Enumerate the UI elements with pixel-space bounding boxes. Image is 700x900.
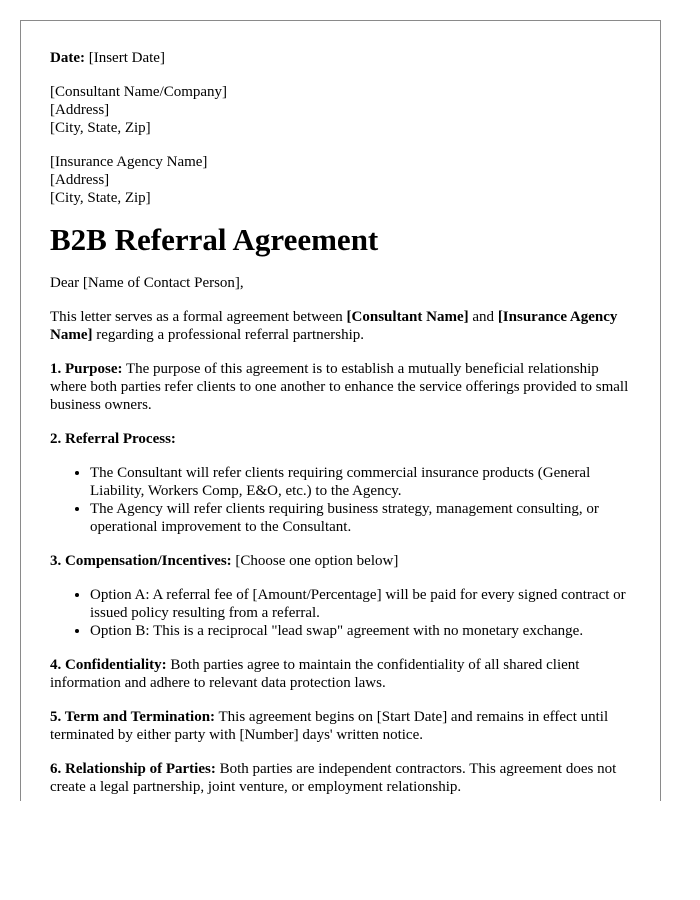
- date-value: [Insert Date]: [88, 50, 165, 66]
- date-label: Date:: [50, 50, 85, 66]
- recipient-name: [Insurance Agency Name]: [50, 154, 208, 170]
- recipient-city: [City, State, Zip]: [50, 190, 151, 206]
- section-referral-process-heading: 2. Referral Process:: [50, 431, 176, 447]
- sender-name: [Consultant Name/Company]: [50, 84, 228, 100]
- section-confidentiality-heading: 4. Confidentiality:: [50, 657, 167, 673]
- intro-paragraph: [50, 308, 635, 344]
- section-compensation: [50, 552, 635, 570]
- section-term-text: This agreement begins on [Start Date] and remains in effect until terminated by either party with [Number] days' written notice.: [50, 709, 609, 743]
- section-relationship-text: Both parties are independent contractors. This agreement does not create a legal partnership, joint venture, or employment relationship.: [50, 761, 617, 795]
- section-confidentiality-text: Both parties agree to maintain the confidentiality of all shared client information and adhere to relevant data protection laws.: [50, 657, 580, 691]
- recipient-address: [Address]: [50, 172, 110, 188]
- date-line: [50, 49, 635, 67]
- section-confidentiality: [50, 656, 635, 692]
- recipient-address-block: [50, 153, 635, 207]
- intro-text-1: This letter serves as a formal agreement between: [50, 309, 347, 325]
- intro-text-2: and: [468, 309, 498, 325]
- salutation: Dear [Name of Contact Person],: [50, 275, 244, 291]
- list-item: • Option B: This is a reciprocal "lead swap" agreement with no monetary exchange.: [90, 622, 635, 640]
- list-item: • The Agency will refer clients requiring business strategy, management consulting, or operational improvement to the Consultant.: [90, 500, 635, 536]
- sender-city: [City, State, Zip]: [50, 120, 151, 136]
- section-purpose: [50, 360, 635, 414]
- section-relationship-heading: 6. Relationship of Parties:: [50, 761, 216, 777]
- section-term: [50, 708, 635, 744]
- sender-address: [Address]: [50, 102, 110, 118]
- section-purpose-heading: 1. Purpose:: [50, 361, 123, 377]
- intro-party-1: [Consultant Name]: [346, 309, 469, 325]
- list-item: • Option A: A referral fee of [Amount/Percentage] will be paid for every signed contract or issued policy resulting from a referral.: [90, 586, 635, 622]
- document-title: B2B Referral Agreement: [50, 222, 379, 257]
- letter-content: [50, 49, 635, 801]
- section-term-heading: 5. Term and Termination:: [50, 709, 216, 725]
- sender-address-block: [50, 83, 635, 137]
- list-item: • The Consultant will refer clients requiring commercial insurance products (General Liability, Workers Comp, E&O, etc.) to the Agency.: [90, 464, 635, 500]
- letter-page: [20, 20, 661, 801]
- section-purpose-text: The purpose of this agreement is to establish a mutually beneficial relationship where both parties refer clients to one another to enhance the service offerings provided to small business owners.: [50, 361, 629, 413]
- section-compensation-text: [Choose one option below]: [231, 553, 399, 569]
- section-referral-process: [50, 430, 635, 448]
- referral-process-list: [50, 464, 635, 536]
- section-compensation-heading: 3. Compensation/Incentives:: [50, 553, 232, 569]
- intro-party-2: [Insurance Agency Name]: [50, 309, 618, 343]
- intro-text-3: regarding a professional referral partnership.: [92, 327, 365, 343]
- compensation-options-list: [50, 586, 635, 640]
- section-relationship: [50, 760, 635, 796]
